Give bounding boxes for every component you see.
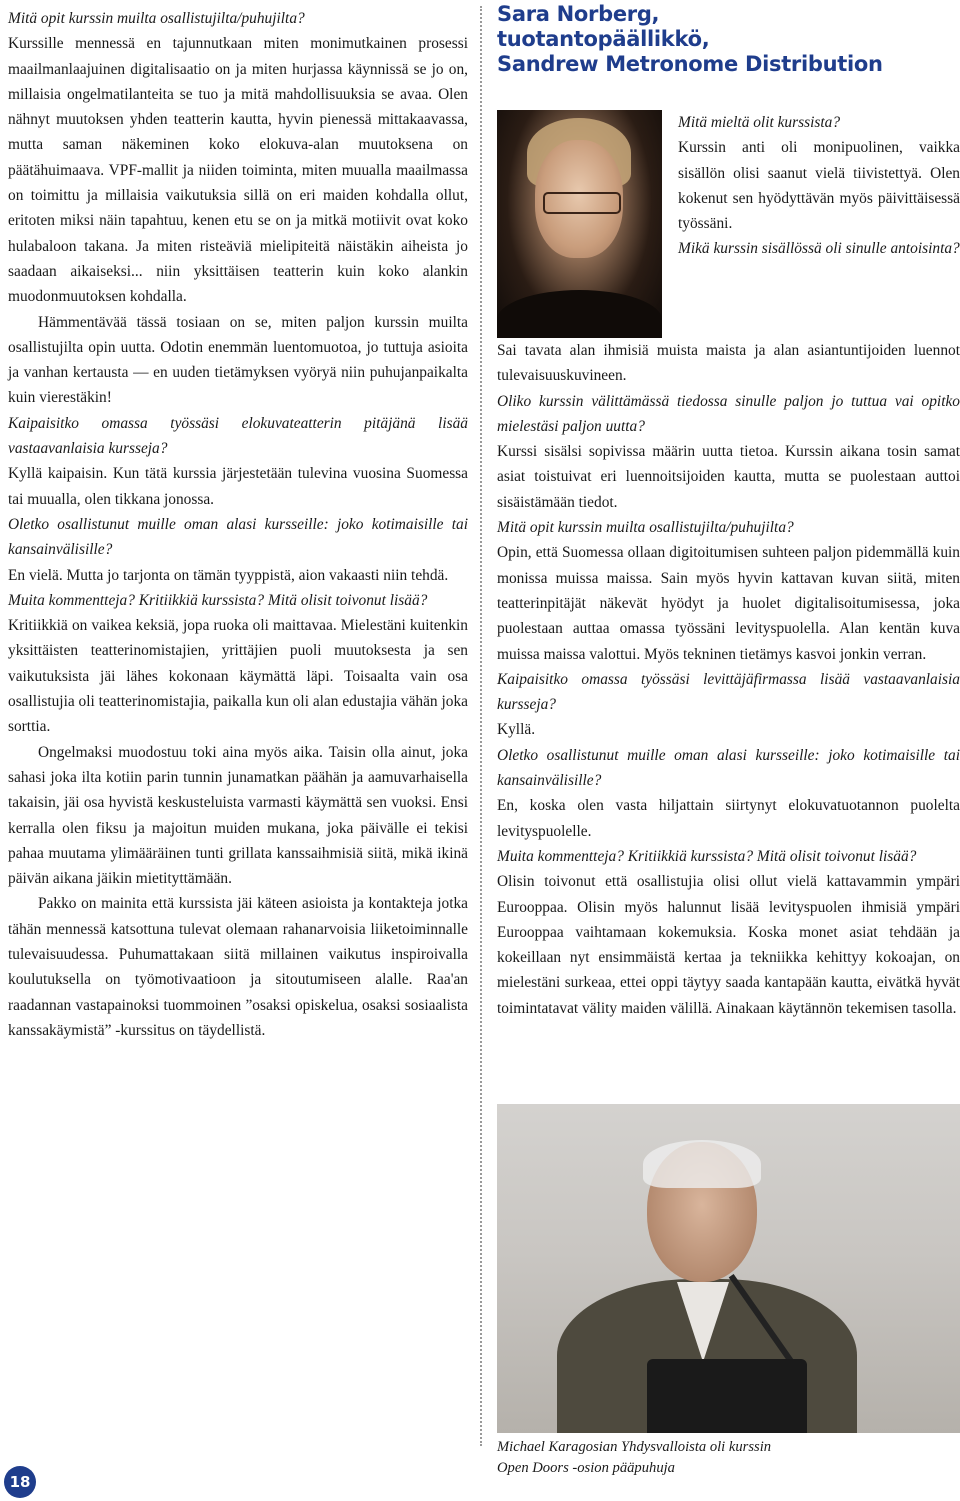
question-4: Muita kommentteja? Kritiikkiä kurssista? Mitä olisit toivonut lisää? xyxy=(8,591,428,609)
right-answer-1: Kurssin anti oli monipuolinen, vaikka sisällön olisi saanut vielä tiivistettyä. Olen kokenut sen hyödyttävän myös päivittäisessä työssäni. xyxy=(678,139,960,233)
portrait-photo xyxy=(497,110,662,338)
caption-line-1: Michael Karagosian Yhdysvalloista oli kurssin xyxy=(497,1439,772,1455)
question-2: Kaipaisitko omassa työssäsi elokuvateatterin pitäjänä lisää vastaavanlaisia kursseja? xyxy=(8,414,468,458)
right-answer-6: En, koska olen vasta hiljattain siirtynyt elokuvatuotannon puolelta levityspuolelle. xyxy=(497,797,960,840)
right-answer-5: Kyllä. xyxy=(497,721,536,739)
right-question-3: Oliko kurssin välittämässä tiedossa sinulle paljon jo tuttua vai opitko mielestäsi paljon uutta? xyxy=(497,392,960,435)
right-question-6: Oletko osallistunut muille oman alasi kursseille: joko kotimaisille tai kansainvälisille? xyxy=(497,746,960,790)
right-answer-3: Kurssi sisälsi sopivissa määrin uutta tietoa. Kurssin aikana tosin samat asiat toistuivat eri luennoitsijoiden kautta, mutta se puolestaan auttoi sisäistämään tiedot. xyxy=(497,443,960,511)
speaker-photo xyxy=(497,1104,960,1433)
right-intro xyxy=(678,110,960,262)
answer-4c: Pakko on mainita että kurssista jäi käteen asioista ja kontakteja jotka tähän mennessä katsottuna tulevat olemaan rahanarvoisia liiketoiminnalle tulevaisuudessa. Puhumattakaan siitä millainen vaikutus inspiroivalla koulutuksella on työmotivaatioon ja sitoutumiseen alalle. Raa'an raadannan vastapainoksi tuommoinen ”osaksi opiskelua, osaksi sosiaalista kanssakäymistä” -kurssitus on täydellistä. xyxy=(8,895,468,1039)
right-column xyxy=(497,338,960,1021)
heading-name: Sara Norberg, xyxy=(497,2,660,26)
right-answer-4: Opin, että Suomessa ollaan digitoitumisen suhteen paljon pidemmällä kuin monissa muissa maissa. Sain myös hyvin kattavan kuvan siitä, miten teatterinpitäjät näkevät hyödyt ja huolet digitalisoitumisessa, joka puolestaan auttaa omassa työssäni levityspuolella. Alan kentän kuva muissa maissa valottui. Myös tekninen tietämys kasvoi jonkin verran. xyxy=(497,544,960,663)
page-number: 18 xyxy=(4,1466,36,1498)
right-question-5: Kaipaisitko omassa työssäsi levittäjäfirmassa lisää vastaavanlaisia kursseja? xyxy=(497,670,960,714)
heading-company: Sandrew Metronome Distribution xyxy=(497,52,883,76)
heading-title: tuotantopäällikkö, xyxy=(497,27,710,51)
answer-4: Kritiikkiä on vaikea keksiä, jopa ruoka oli maittavaa. Mielestäni kuitenkin yksittäisten teatterinomistajien, yrittäjien puoli muutoksesta ja sen vaikutuksista jäi lähes kokonaan käymättä läpi. Toisaalta vain osa osallistujia oli teatterinomistajia, paikalla kun oli alan edustajia vähän joka sorttia. xyxy=(8,617,468,736)
question-1: Mitä opit kurssin muilta osallistujilta/puhujilta? xyxy=(8,10,305,27)
right-answer-2: Sai tavata alan ihmisiä muista maista ja alan asiantuntijoiden luennot tulevaisuuskuvineen. xyxy=(497,342,960,385)
right-question-1: Mitä mieltä olit kurssista? xyxy=(678,114,841,131)
left-column xyxy=(8,6,468,1043)
question-3: Oletko osallistunut muille oman alasi kursseille: joko kotimaisille tai kansainvälisille? xyxy=(8,515,468,559)
right-answer-7: Olisin toivonut että osallistujia olisi ollut vielä kattavammin ympäri Eurooppaa. Olisin myös halunnut lisää levityspuolen ihmisiä ympäri Eurooppaa vaihtamaan kokemuksia. Koska monet asiat tehdään ja kokeillaan nyt ensimmäistä kertaa ja tekniikka kehittyy kokoajan, on mielestäni surkeaa, ettei oppi täytyy saada kantapään kautta, eivätkä hyvät toimintatavat välity maiden välillä. Ainakaan käytännön tekemisen tasolla. xyxy=(497,873,960,1017)
answer-4b: Ongelmaksi muodostuu toki aina myös aika. Taisin olla ainut, joka sahasi joka ilta kotiin parin tunnin junamatkan päähän ja aamuvarhaisella takaisin, jäi osa hyvistä keskusteluista varmasti käymättä sen vuoksi. Ensi kerralla olen fiksu ja majoitun muiden mukana, joka päivälle ei tekisi pahaa muutama ylimääräinen tunti grillata kanssaihmisiä siitä, mikä ikinä päivän aikana jäikin mietityttämään. xyxy=(8,743,468,888)
right-question-2: Mikä kurssin sisällössä oli sinulle antoisinta? xyxy=(678,240,960,258)
photo-caption xyxy=(497,1437,837,1479)
interviewee-heading xyxy=(497,2,937,77)
answer-1b: Hämmentävää tässä tosiaan on se, miten paljon kurssin muilta osallistujilta opin uutta. Odotin enemmän luentomuotoa, jo tuttuja asioita ja vanhan kertausta — en uuden tietämyksen vyöryä niin puhujanpaikalta kuin vierestäkin! xyxy=(8,313,468,407)
caption-line-2: Open Doors -osion pääpuhuja xyxy=(497,1460,675,1476)
answer-3: En vielä. Mutta jo tarjonta on tämän tyyppistä, aion vakaasti niin tehdä. xyxy=(8,566,449,584)
answer-2: Kyllä kaipaisin. Kun tätä kurssia järjestetään tulevina vuosina Suomessa tai muualla, olen tikkana jonossa. xyxy=(8,465,468,508)
column-divider xyxy=(480,6,482,1446)
right-question-4: Mitä opit kurssin muilta osallistujilta/puhujilta? xyxy=(497,519,794,537)
right-question-7: Muita kommentteja? Kritiikkiä kurssista? Mitä olisit toivonut lisää? xyxy=(497,847,917,865)
answer-1: Kurssille mennessä en tajunnutkaan miten monimutkainen prosessi maailmanlaajuinen digitalisaatio on ja miten hurjassa käynnissä se jo on, millaisia ongelmatilanteita se tuo ja mitä mahdollisuuksia se avaa. Olen nähnyt muutoksen yhden teatterin kautta, hyvin pienessä mittakaavassa, mutta saman näkeminen koko elokuva-alan muutoksena on päätähuimaava. VPF-mallit ja niiden toiminta, miten muualla maailmassa on toimittu ja millaisia vaikutuksia sillä on eri maiden kohdalla ollut, eritoten miksi näin tapahtuu, kenen etu se on ja mitkä motiivit ovat koko hulabaloon takana. Ja miten risteäviä mielipiteitä näistäkin aiheista jo saadaan aikaiseksi... niin yksittäisen teatterin kuin koko alankin muodonmuutoksen kohdalla. xyxy=(8,35,468,306)
